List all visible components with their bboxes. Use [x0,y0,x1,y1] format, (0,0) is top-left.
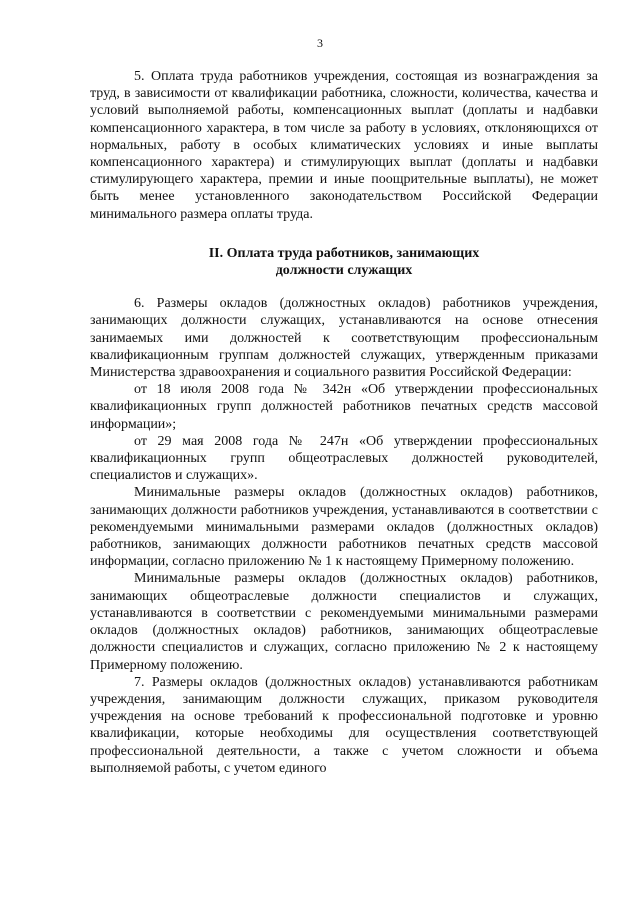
section-heading-line1: II. Оплата труда работников, занимающих [208,245,480,261]
paragraph-order-342n: от 18 июля 2008 года № 342н «Об утверждении профессиональных квалификационных групп должностей работников печатных средств массовой информации»; [90,382,598,432]
paragraph-7: 7. Размеры окладов (должностных окладов) устанавливаются работникам учреждения, занимающим должности служащих, приказом руководителя учреждения на основе требований к профессиональной подготовке и уровню квалификации, которые необходимы для осуществления соответствующей профессиональной деятельности, а также с учетом сложности и объема выполняемой работы, с учетом единого [90,674,598,776]
paragraph-5: 5. Оплата труда работников учреждения, состоящая из вознаграждения за труд, в зависимости от квалификации работника, сложности, количества, качества и условий выполняемой работы, компенсационных выплат (доплаты и надбавки компенсационного характера, в том числе за работу в условиях, отклоняющихся от нормальных, работу в особых климатических условиях и иные выплаты компенсационного характера) и стимулирующих выплат (доплаты и надбавки стимулирующего характера, премии и иные поощрительные выплаты), не может быть менее установленного законодательством Российской Федерации минимального размера оплаты труда. [90,69,598,222]
section-heading-line2: должности служащих [275,263,413,279]
paragraph-order-247n: от 29 мая 2008 года № 247н «Об утверждении профессиональных квалификационных групп общеотраслевых должностей руководителей, специалистов и служащих». [90,433,598,484]
paragraph-min-salaries-appendix-2: Минимальные размеры окладов (должностных окладов) работников, занимающих общеотраслевые должности специалистов и служащих, устанавливаются в соответствии с рекомендуемыми минимальными размерами окладов (должностных окладов) работников, занимающих общеотраслевые должности специалистов и служащих, согласно приложению № 2 к настоящему Примерному положению. [90,571,598,673]
heading-spacer [90,223,598,245]
heading-bottom-spacer [90,279,598,295]
page-number: 3 [317,36,323,50]
document-body [90,68,598,777]
paragraph-6: 6. Размеры окладов (должностных окладов) работников учреждения, занимающих должности служащих, устанавливаются на основе отнесения занимаемых ими должностей к соответствующим профессиональным квалификационным группам должностей служащих, утвержденным приказами Министерства здравоохранения и социального развития Российской Федерации: [90,296,598,381]
paragraph-min-salaries-appendix-1: Минимальные размеры окладов (должностных окладов) работников, занимающих должности работников учреждения, устанавливаются в соответствии с рекомендуемыми минимальными размерами окладов (должностных окладов) работников, занимающих должности работников печатных средств массовой информации, согласно приложению № 1 к настоящему Примерному положению. [90,485,598,570]
